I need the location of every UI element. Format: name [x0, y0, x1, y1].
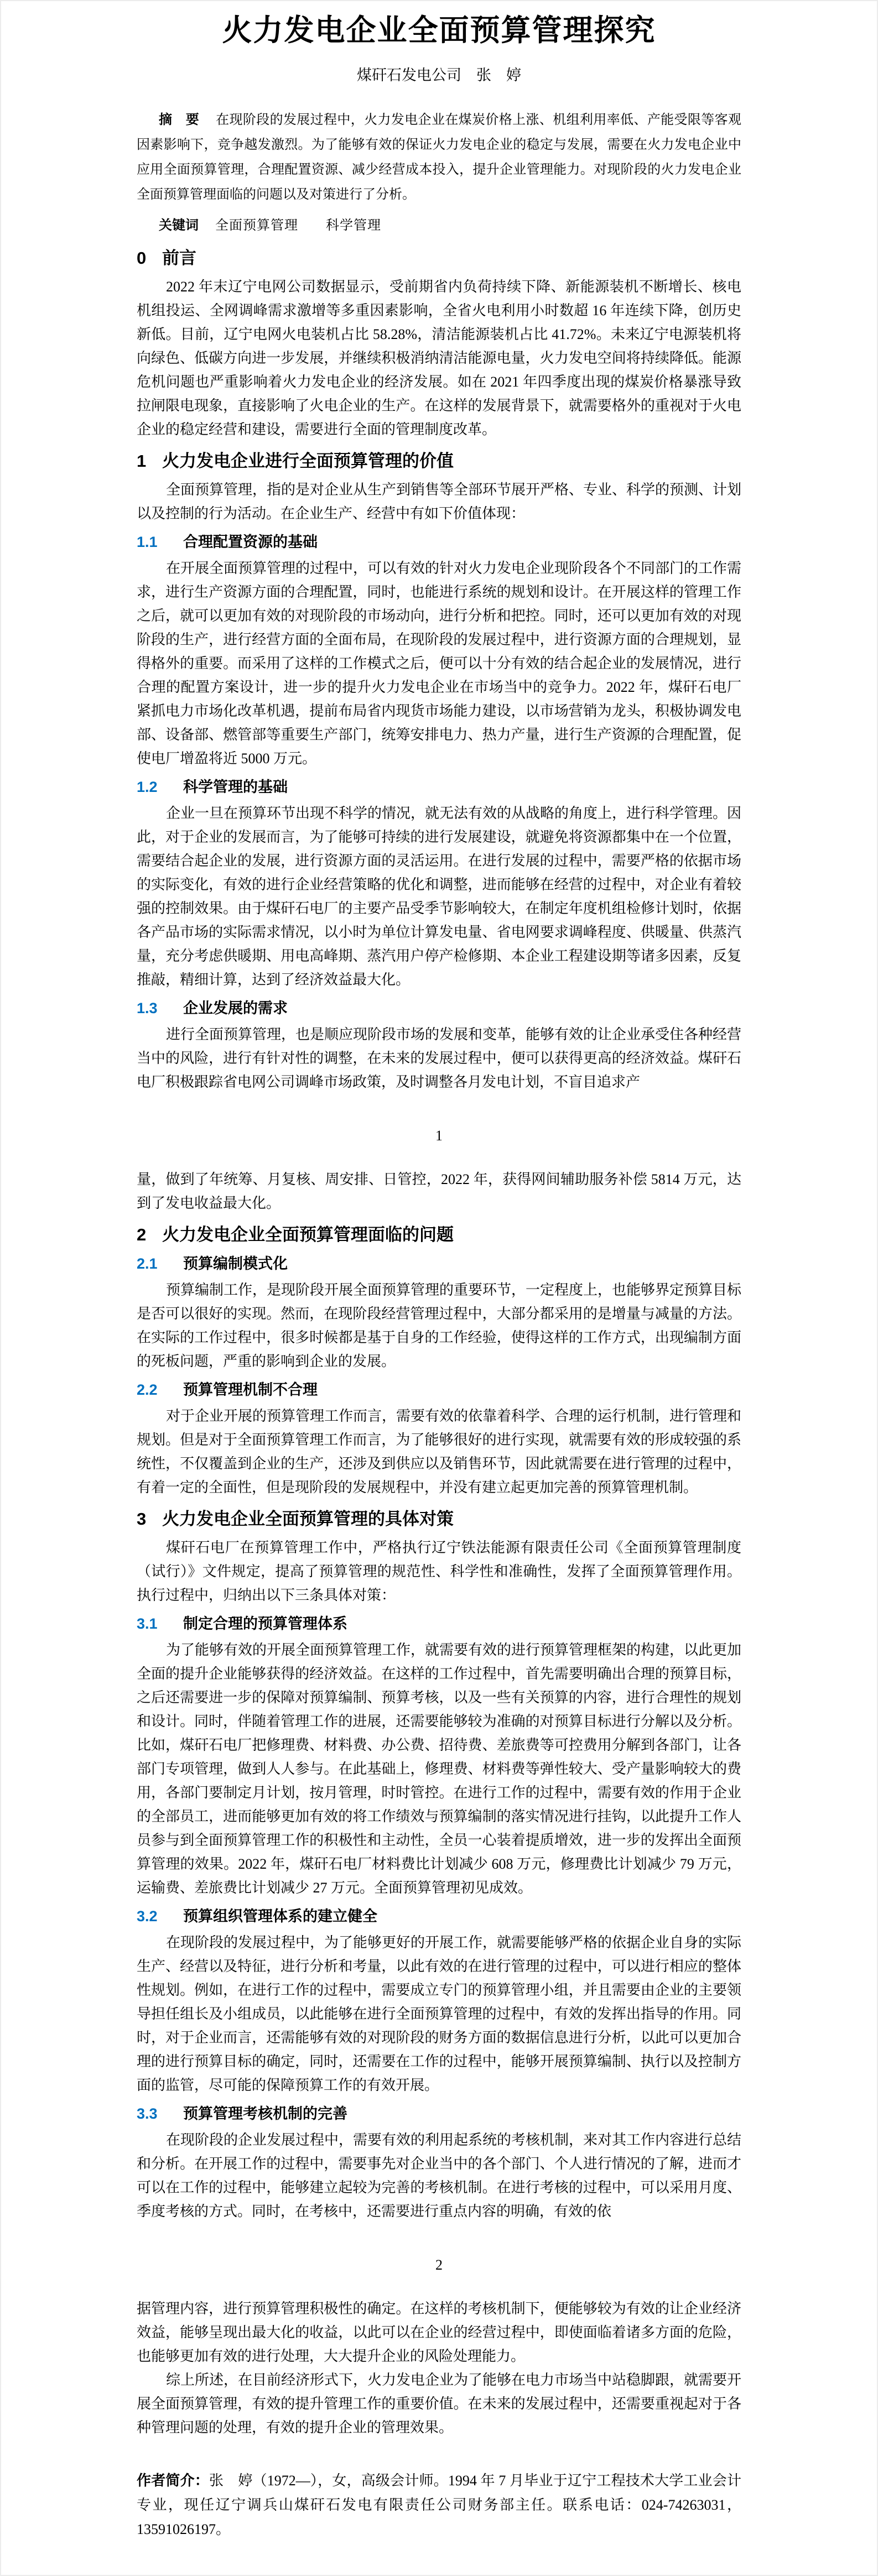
section-number: 1	[137, 451, 147, 471]
body-paragraph: 量，做到了年统筹、月复核、周安排、日管控，2022 年，获得网间辅助服务补偿 5814 万元，达到了发电收益最大化。	[137, 1171, 741, 1211]
body-paragraph: 在现阶段的企业发展过程中，需要有效的利用起系统的考核机制，来对其工作内容进行总结和分析。在开展工作的过程中，需要事先对企业当中的各个部门、个人进行情况的了解，进而才可以在工作的过程中，能够建立起较为完善的考核机制。在进行考核的过程中，可以采用月度、季度考核的方式。同时，在考核中，还需要进行重点内容的明确，有效的依	[137, 2132, 742, 2219]
subsection-number: 1.3	[137, 1000, 158, 1016]
section-heading	[137, 246, 741, 270]
subsection-heading	[137, 1613, 741, 1635]
subsection-heading	[137, 531, 741, 553]
keywords-text: 全面预算管理 科学管理	[215, 218, 381, 233]
subsection-title: 科学管理的基础	[183, 779, 288, 795]
author-bio	[137, 2468, 741, 2542]
subsection-title: 预算管理考核机制的完善	[183, 2105, 347, 2122]
subsection-heading	[137, 1379, 741, 1401]
body-paragraph: 全面预算管理，指的是对企业从生产到销售等全部环节展开严格、专业、科学的预测、计划以及控制的行为活动。在企业生产、经营中有如下价值体现：	[137, 482, 742, 522]
keywords-label: 关键词	[159, 218, 199, 233]
document-body	[137, 246, 741, 2439]
subsection-title: 制定合理的预算管理体系	[183, 1615, 347, 1632]
author-bio-text: 张 婷（1972—），女，高级会计师。1994 年 7 月毕业于辽宁工程技术大学工业会计专业，现任辽宁调兵山煤矸石发电有限责任公司财务部主任。联系电话：024-74263031，13591026197。	[137, 2473, 741, 2537]
subsection-title: 企业发展的需求	[183, 1000, 288, 1016]
keywords-line	[137, 213, 741, 238]
section-title: 火力发电企业进行全面预算管理的价值	[162, 451, 454, 471]
subsection-number: 3.1	[137, 1615, 158, 1632]
section-heading	[137, 1223, 741, 1247]
subsection-number: 1.1	[137, 534, 158, 550]
page-number: 2	[435, 2257, 443, 2273]
body-paragraph: 为了能够有效的开展全面预算管理工作，就需要有效的进行预算管理框架的构建，以此更加全面的提升企业能够获得的经济效益。在这样的工作过程中，首先需要明确出合理的预算目标，之后还需要进一步的保障对预算编制、预算考核，以及一些有关预算的内容，进行合理性的规划和设计。同时，伴随着管理工作的进展，还需要能够较为准确的对预算目标进行分解以及分析。比如，煤矸石电厂把修理费、材料费、办公费、招待费、差旅费等可控费用分解到各部门，让各部门专项管理，做到人人参与。在此基础上，修理费、材料费等弹性较大、受产量影响较大的费用，各部门要制定月计划，按月管理，时时管控。在进行工作的过程中，需要有效的作用于企业的全部员工，进而能够更加有效的将工作绩效与预算编制的落实情况进行挂钩，以此提升工作人员参与到全面预算管理工作的积极性和主动性，全员一心装着提质增效，进一步的发挥出全面预算管理的效果。2022 年，煤矸石电厂材料费比计划减少 608 万元，修理费比计划减少 79 万元，运输费、差旅费比计划减少 27 万元。全面预算管理初见成效。	[137, 1642, 742, 1896]
section-title: 前言	[162, 248, 196, 268]
section-heading	[137, 1507, 741, 1531]
subsection-number: 3.3	[137, 2105, 158, 2122]
subsection-title: 预算管理机制不合理	[183, 1381, 318, 1398]
body-paragraph: 煤矸石电厂在预算管理工作中，严格执行辽宁铁法能源有限责任公司《全面预算管理制度（试行）》文件规定，提高了预算管理的规范性、科学性和准确性，发挥了全面预算管理作用。执行过程中，归纳出以下三条具体对策：	[137, 1540, 741, 1603]
body-paragraph: 预算编制工作，是现阶段开展全面预算管理的重要环节，一定程度上，也能够界定预算目标是否可以很好的实现。然而，在现阶段经营管理过程中，大部分都采用的是增量与减量的方法。在实际的工作过程中，很多时候都是基于自身的工作经验，使得这样的工作方式，出现编制方面的死板问题，严重的影响到企业的发展。	[137, 1282, 742, 1369]
section-number: 3	[137, 1509, 147, 1529]
body-paragraph: 在开展全面预算管理的过程中，可以有效的针对火力发电企业现阶段各个不同部门的工作需求，进行生产资源方面的合理配置，同时，也能进行系统的规划和设计。在开展这样的管理工作之后，就可以更加有效的对现阶段的市场动向，进行分析和把控。同时，还可以更加有效的对现阶段的生产，进行经营方面的全面布局，在现阶段的发展过程中，进行资源方面的合理规划，显得格外的重要。而采用了这样的工作模式之后，便可以十分有效的结合起企业的发展情况，进行合理的配置方案设计，进一步的提升火力发电企业在市场当中的竞争力。2022 年，煤矸石电厂紧抓电力市场化改革机遇，提前布局省内现货市场能力建设，以市场营销为龙头，积极协调发电部、设备部、燃管部等重要生产部门，统筹安排电力、热力产量，进行生产资源的合理配置，促使电厂增盈将近 5000 万元。	[137, 560, 742, 766]
section-number: 2	[137, 1225, 147, 1244]
body-paragraph: 企业一旦在预算环节出现不科学的情况，就无法有效的从战略的角度上，进行科学管理。因此，对于企业的发展而言，为了能够可持续的进行发展建设，就避免将资源都集中在一个位置，需要结合起企业的发展，进行资源方面的灵活运用。在进行发展的过程中，需要严格的依据市场的实际变化，有效的进行企业经营策略的优化和调整，进而能够在经营的过程中，对企业有着较强的控制效果。由于煤矸石电厂的主要产品受季节影响较大，在制定年度机组检修计划时，依据各产品市场的实际需求情况，以小时为单位计算发电量、省电网要求调峰程度、供暖量、供蒸汽量，充分考虑供暖期、用电高峰期、蒸汽用户停产检修期、本企业工程建设期等诸多因素，反复推敲，精细计算，达到了经济效益最大化。	[137, 805, 742, 988]
body-paragraph: 在现阶段的发展过程中，为了能够更好的开展工作，就需要能够严格的依据企业自身的实际生产、经营以及特征，进行分析和考量，以此有效的在进行管理的过程中，可以进行相应的整体性规划。例如，在进行工作的过程中，需要成立专门的预算管理小组，并且需要由企业的主要领导担任组长及小组成员，以此能够在进行全面预算管理的过程中，有效的发挥出指导的作用。同时，对于企业而言，还需能够有效的对现阶段的财务方面的数据信息进行分析，以此可以更加合理的进行预算目标的确定，同时，还需要在工作的过程中，能够开展预算编制、执行以及控制方面的监管，尽可能的保障预算工作的有效开展。	[137, 1934, 742, 2093]
subsection-heading	[137, 776, 741, 798]
subsection-heading	[137, 2103, 741, 2125]
section-number: 0	[137, 248, 147, 268]
page-number: 1	[435, 1128, 443, 1144]
subsection-heading	[137, 1253, 741, 1275]
subsection-number: 1.2	[137, 779, 158, 795]
body-paragraph: 综上所述，在目前经济形式下，火力发电企业为了能够在电力市场当中站稳脚跟，就需要开展全面预算管理，有效的提升管理工作的重要价值。在未来的发展过程中，还需要重视起对于各种管理问题的处理，有效的提升企业的管理效果。	[137, 2372, 742, 2436]
body-paragraph: 据管理内容，进行预算管理积极性的确定。在这样的考核机制下，便能够较为有效的让企业经济效益，能够呈现出最大化的收益，以此可以在企业的经营过程中，即使面临着诸多方面的危险，也能够更加有效的进行处理，大大提升企业的风险处理能力。	[137, 2301, 741, 2364]
section-heading	[137, 449, 741, 473]
author-bio-label: 作者简介：	[137, 2472, 209, 2489]
abstract-text: 在现阶段的发展过程中，火力发电企业在煤炭价格上涨、机组利用率低、产能受限等客观因素影响下，竞争越发激烈。为了能够有效的保证火力发电企业的稳定与发展，需要在火力发电企业中应用全面预算管理，合理配置资源、减少经营成本投入，提升企业管理能力。对现阶段的火力发电企业全面预算管理面临的问题以及对策进行了分析。	[137, 113, 742, 202]
subsection-heading	[137, 997, 741, 1019]
subsection-title: 合理配置资源的基础	[183, 534, 318, 550]
section-title: 火力发电企业全面预算管理的具体对策	[162, 1509, 454, 1529]
subsection-title: 预算组织管理体系的建立健全	[183, 1908, 377, 1925]
body-paragraph: 2022 年末辽宁电网公司数据显示，受前期省内负荷持续下降、新能源装机不断增长、核电机组投运、全网调峰需求激增等多重因素影响，全省火电利用小时数超 16 年连续下降，创历史新低。目前，辽宁电网火电装机占比 58.28%，清洁能源装机占比 41.72%。未来辽宁电源装机将向绿色、低碳方向进一步发展，并继续积极消纳清洁能源电量，火力发电空间将持续降低。能源危机问题也严重影响着火力发电企业的经济发展。如在 2021 年四季度出现的煤炭价格暴涨导致拉闸限电现象，直接影响了火电企业的生产。在这样的发展背景下，就需要格外的重视对于火电企业的稳定经营和建设，需要进行全面的管理制度改革。	[137, 279, 741, 437]
body-paragraph: 对于企业开展的预算管理工作而言，需要有效的依靠着科学、合理的运行机制，进行管理和规划。但是对于全面预算管理工作而言，为了能够很好的进行实现，就需要有效的形成较强的系统性，不仅覆盖到企业的生产，还涉及到供应以及销售环节，因此就需要在进行管理的过程中，有着一定的全面性，但是现阶段的发展规程中，并没有建立起更加完善的预算管理机制。	[137, 1408, 742, 1495]
author-affiliation-line: 煤矸石发电公司 张 婷	[357, 67, 521, 84]
paper-title: 火力发电企业全面预算管理探究	[222, 14, 656, 47]
subsection-number: 2.1	[137, 1255, 158, 1272]
body-paragraph: 进行全面预算管理，也是顺应现阶段市场的发展和变革，能够有效的让企业承受住各种经营当中的风险，进行有针对性的调整，在未来的发展过程中，便可以获得更高的经济效益。煤矸石电厂积极跟踪省电网公司调峰市场政策，及时调整各月发电计划，不盲目追求产	[137, 1026, 742, 1090]
subsection-number: 3.2	[137, 1908, 158, 1925]
subsection-heading	[137, 1905, 741, 1927]
section-title: 火力发电企业全面预算管理面临的问题	[162, 1225, 454, 1244]
subsection-number: 2.2	[137, 1381, 158, 1398]
abstract-label: 摘 要	[159, 112, 200, 127]
subsection-title: 预算编制模式化	[183, 1255, 288, 1272]
abstract-paragraph	[137, 107, 741, 207]
